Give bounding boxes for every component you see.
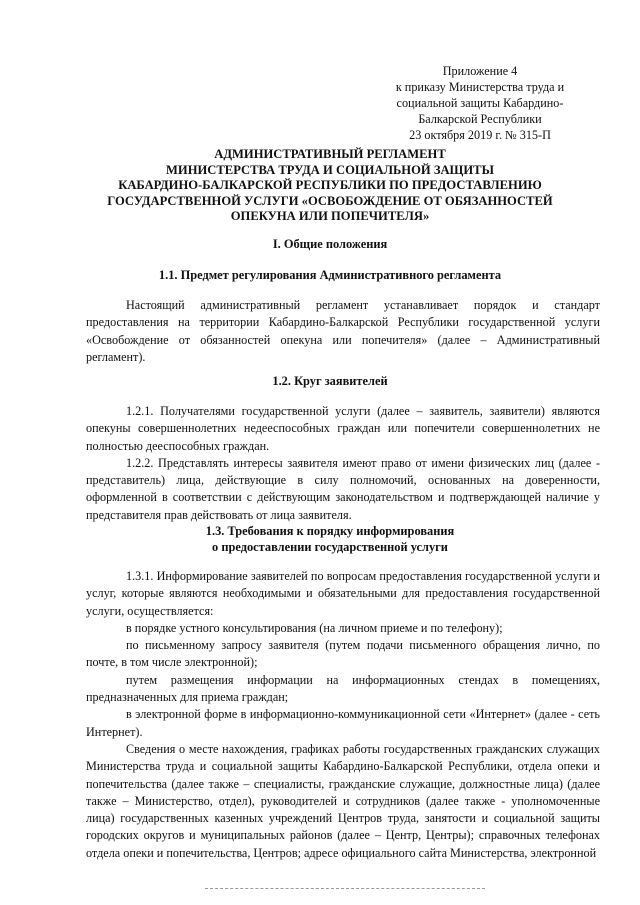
title-line: ОПЕКУНА ИЛИ ПОПЕЧИТЕЛЯ» (230, 209, 430, 223)
paragraph-applicants (86, 403, 600, 524)
list-item: по письменному запросу заявителя (путем подачи письменного обращения лично, по почте, в том числе электронной); (86, 638, 600, 670)
paragraph-subject (86, 297, 600, 366)
annex-block (370, 63, 590, 143)
paragraph-text: Сведения о месте нахождения, графиках работы государственных гражданских служащих Министерства труда и социальной защиты Кабардино-Балкарской Республики, отдела опеки и попечительства (далее также – специалисты, гражданские служащие, должностные лица) (далее также – Министерство, отдел), руководителей и сотрудников (далее также - уполномоченные лица) государственных казенных учреждений Центров труда, занятости и социальной защиты городских округов и муниципальных районов (далее – Центр, Центры); справочных телефонах отдела опеки и попечительства, Центров; адресе официального сайта Министерства, электронной (86, 741, 600, 860)
section-heading-text: I. Общие положения (272, 237, 388, 251)
list-item: в порядке устного консультирования (на личном приеме и по телефону); (126, 620, 503, 635)
list-item: путем размещения информации на информационных стендах в помещениях, предназначенных для приема граждан; (86, 672, 600, 705)
subsection-heading-text: 1.2. Круг заявителей (272, 374, 388, 388)
subsection-heading (60, 267, 600, 283)
title-line: МИНИСТЕРСТВА ТРУДА И СОЦИАЛЬНОЙ ЗАЩИТЫ (166, 162, 494, 177)
paragraph-text: Настоящий административный регламент устанавливает порядок и стандарт предоставления на территории Кабардино-Балкарской Республики государственной услуги «Освобождение от обязанностей опекуна или попечителя» (далее – Административный регламент). (86, 298, 600, 364)
annex-order-line: социальной защиты Кабардино- (396, 96, 564, 110)
annex-order-line: Балкарской Республики (418, 112, 542, 126)
scan-footer-line (205, 888, 485, 889)
annex-date-number: 23 октября 2019 г. № 315-П (409, 128, 551, 142)
title-line: КАБАРДИНО-БАЛКАРСКОЙ РЕСПУБЛИКИ ПО ПРЕДОСТАВЛЕНИЮ (118, 178, 542, 192)
paragraph-text: 1.3.1. Информирование заявителей по вопросам предоставления государственной услуги и услуг, которые являются необходимыми и обязательными для предоставления государственной услуги, осуществляется: (86, 569, 600, 618)
subsection-heading (60, 373, 600, 389)
annex-order-line: к приказу Министерства труда и (395, 80, 565, 94)
title-line: ГОСУДАРСТВЕННОЙ УСЛУГИ «ОСВОБОЖДЕНИЕ ОТ ОБЯЗАННОСТЕЙ (107, 193, 553, 208)
subsection-heading (60, 523, 600, 555)
paragraph-informing (86, 568, 600, 862)
section-heading (60, 236, 600, 252)
subsection-heading-text: о предоставлении государственной услуги (212, 540, 448, 554)
subsection-heading-text: 1.3. Требования к порядку информирования (205, 524, 455, 538)
annex-title: Приложение 4 (442, 64, 518, 78)
subsection-heading-text: 1.1. Предмет регулирования Административного регламента (158, 268, 502, 282)
paragraph-text: 1.2.1. Получателями государственной услуги (далее – заявитель, заявители) являются опекуны совершеннолетних недееспособных граждан или попечители совершеннолетних не полностью дееспособных граждан. (86, 404, 600, 453)
title-line: АДМИНИСТРАТИВНЫЙ РЕГЛАМЕНТ (214, 147, 446, 161)
list-item: в электронной форме в информационно-коммуникационной сети «Интернет» (далее - сеть Интернет). (86, 707, 600, 739)
paragraph-text: 1.2.2. Представлять интересы заявителя имеют право от имени физических лиц (далее - представитель) лица, действующие в силу полномочий, основанных на доверенности, оформленной в соответствии с действующим законодательством и подтверждающей наличие у представителя прав действовать от лица заявителя. (86, 455, 600, 522)
document-title (60, 147, 600, 225)
